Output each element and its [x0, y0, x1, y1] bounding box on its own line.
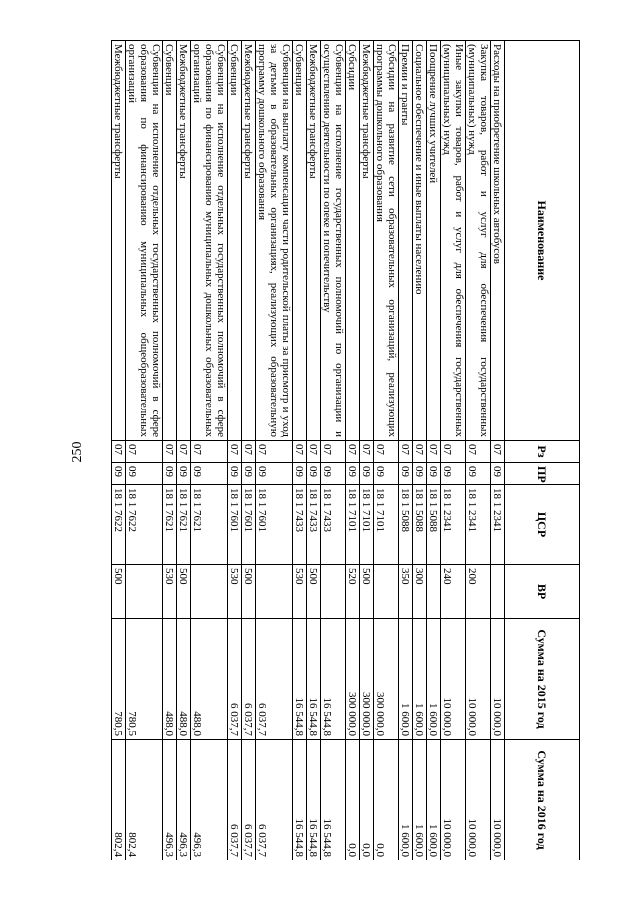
table-row — [307, 41, 321, 861]
row-vr-cell — [191, 565, 228, 619]
row-csr-cell: 18 1 7622 — [126, 485, 163, 565]
row-sum-2016-cell: 6 037,7 — [228, 740, 242, 861]
row-name-cell: Межбюджетные трансферты — [112, 41, 126, 441]
row-vr-cell: 350 — [399, 565, 413, 619]
row-vr-cell: 530 — [163, 565, 177, 619]
row-rz-cell: 07 — [163, 441, 177, 463]
row-sum-2016-cell: 0,0 — [360, 740, 374, 861]
page-number: 250 — [70, 441, 85, 463]
row-csr-cell: 18 1 5088 — [399, 485, 413, 565]
row-name-cell: Субсидии на развитие сети образовательных организаций, реализующих программы дошкольного образования — [374, 41, 399, 441]
row-csr-cell: 18 1 7601 — [228, 485, 242, 565]
row-csr-cell: 18 1 7101 — [374, 485, 399, 565]
row-vr-cell: 500 — [112, 565, 126, 619]
row-csr-cell: 18 1 5088 — [413, 485, 427, 565]
table-body — [112, 41, 505, 861]
row-vr-cell: 240 — [441, 565, 466, 619]
row-pr-cell: 09 — [360, 463, 374, 485]
row-sum-2015-cell: 300 000,0 — [360, 619, 374, 740]
row-sum-2016-cell: 802,4 — [126, 740, 163, 861]
row-sum-2015-cell: 1 600,0 — [399, 619, 413, 740]
row-name-cell: Иные закупки товаров, работ и услуг для обеспечения государственных (муниципальных) нужд — [441, 41, 466, 441]
row-pr-cell: 09 — [413, 463, 427, 485]
row-vr-cell — [427, 565, 441, 619]
row-sum-2016-cell: 496,3 — [191, 740, 228, 861]
row-pr-cell: 09 — [126, 463, 163, 485]
row-sum-2016-cell: 10 000,0 — [466, 740, 491, 861]
row-name-cell: Субвенции — [228, 41, 242, 441]
row-rz-cell: 07 — [126, 441, 163, 463]
row-rz-cell: 07 — [112, 441, 126, 463]
row-name-cell: Межбюджетные трансферты — [307, 41, 321, 441]
row-vr-cell: 500 — [360, 565, 374, 619]
row-name-cell: Расходы на приобретение школьных автобусов — [491, 41, 505, 441]
row-rz-cell: 07 — [177, 441, 191, 463]
row-vr-cell — [256, 565, 293, 619]
row-sum-2016-cell: 802,4 — [112, 740, 126, 861]
row-name-cell: Субвенции на исполнение государственных полномочий по организации и осуществлению деятельности по опеке и попечительству — [321, 41, 346, 441]
row-pr-cell: 09 — [293, 463, 307, 485]
row-vr-cell: 500 — [242, 565, 256, 619]
row-sum-2016-cell: 1 600,0 — [427, 740, 441, 861]
row-sum-2016-cell: 16 544,8 — [321, 740, 346, 861]
row-pr-cell: 09 — [466, 463, 491, 485]
row-pr-cell: 09 — [346, 463, 360, 485]
row-pr-cell: 09 — [191, 463, 228, 485]
row-pr-cell: 09 — [307, 463, 321, 485]
table-header-row — [505, 41, 580, 861]
row-name-cell: Премии и гранты — [399, 41, 413, 441]
row-name-cell: Субвенции — [163, 41, 177, 441]
table-row — [242, 41, 256, 861]
row-csr-cell: 18 1 2341 — [441, 485, 466, 565]
row-vr-cell — [374, 565, 399, 619]
table-row — [346, 41, 360, 861]
header-sum-2016: Сумма на 2016 год — [505, 740, 580, 861]
table-row — [191, 41, 228, 861]
row-sum-2015-cell: 10 000,0 — [491, 619, 505, 740]
row-sum-2015-cell: 6 037,7 — [256, 619, 293, 740]
row-sum-2016-cell: 10 000,0 — [441, 740, 466, 861]
row-rz-cell: 07 — [228, 441, 242, 463]
row-vr-cell — [321, 565, 346, 619]
row-sum-2015-cell: 16 544,8 — [321, 619, 346, 740]
row-pr-cell: 09 — [242, 463, 256, 485]
header-csr: ЦСР — [505, 485, 580, 565]
row-csr-cell: 18 1 7433 — [307, 485, 321, 565]
row-sum-2016-cell: 0,0 — [374, 740, 399, 861]
row-sum-2015-cell: 6 037,7 — [242, 619, 256, 740]
row-pr-cell: 09 — [163, 463, 177, 485]
row-pr-cell: 09 — [112, 463, 126, 485]
row-sum-2015-cell: 1 600,0 — [427, 619, 441, 740]
row-pr-cell: 09 — [374, 463, 399, 485]
row-rz-cell: 07 — [441, 441, 466, 463]
row-vr-cell: 500 — [307, 565, 321, 619]
table-row — [427, 41, 441, 861]
row-sum-2015-cell: 300 000,0 — [374, 619, 399, 740]
row-vr-cell — [126, 565, 163, 619]
row-sum-2015-cell: 10 000,0 — [441, 619, 466, 740]
row-vr-cell: 300 — [413, 565, 427, 619]
row-csr-cell: 18 1 5088 — [427, 485, 441, 565]
row-pr-cell: 09 — [177, 463, 191, 485]
table-row — [491, 41, 505, 861]
row-sum-2016-cell: 16 544,8 — [293, 740, 307, 861]
row-rz-cell: 07 — [491, 441, 505, 463]
row-pr-cell: 09 — [427, 463, 441, 485]
row-sum-2015-cell: 6 037,7 — [228, 619, 242, 740]
table-row — [228, 41, 242, 861]
row-name-cell: Субсидии — [346, 41, 360, 441]
row-name-cell: Субвенции на выплату компенсации части родительской платы за присмотр и уход за детьми в образовательных организациях, реализующих образовательную программу дошкольного образования — [256, 41, 293, 441]
row-sum-2015-cell: 488,0 — [191, 619, 228, 740]
table-row — [360, 41, 374, 861]
row-sum-2015-cell: 16 544,8 — [293, 619, 307, 740]
row-name-cell: Субвенции на исполнение отдельных государственных полномочий в сфере образования по финансированию муниципальных дошкольных образовательных организаций — [191, 41, 228, 441]
row-csr-cell: 18 1 7101 — [346, 485, 360, 565]
row-pr-cell: 09 — [399, 463, 413, 485]
table-row — [413, 41, 427, 861]
header-vr: ВР — [505, 565, 580, 619]
row-sum-2016-cell: 6 037,7 — [242, 740, 256, 861]
row-csr-cell: 18 1 7433 — [293, 485, 307, 565]
table-row — [374, 41, 399, 861]
budget-table-container — [100, 40, 580, 860]
table-row — [163, 41, 177, 861]
row-sum-2016-cell: 0,0 — [346, 740, 360, 861]
row-rz-cell: 07 — [293, 441, 307, 463]
row-csr-cell: 18 1 7621 — [177, 485, 191, 565]
row-sum-2016-cell: 16 544,8 — [307, 740, 321, 861]
table-row — [256, 41, 293, 861]
row-csr-cell: 18 1 7621 — [163, 485, 177, 565]
row-csr-cell: 18 1 7601 — [256, 485, 293, 565]
row-name-cell: Поощрение лучших учителей — [427, 41, 441, 441]
row-rz-cell: 07 — [413, 441, 427, 463]
row-sum-2015-cell: 488,0 — [177, 619, 191, 740]
header-pr: ПР — [505, 463, 580, 485]
row-rz-cell: 07 — [307, 441, 321, 463]
row-name-cell: Субвенции на исполнение отдельных государственных полномочий в сфере образования по финансированию муниципальных общеобразовательных организаций — [126, 41, 163, 441]
table-row — [112, 41, 126, 861]
row-sum-2015-cell: 300 000,0 — [346, 619, 360, 740]
row-rz-cell: 07 — [399, 441, 413, 463]
row-vr-cell: 200 — [466, 565, 491, 619]
budget-table — [111, 40, 580, 860]
row-csr-cell: 18 1 7433 — [321, 485, 346, 565]
table-row — [466, 41, 491, 861]
row-vr-cell — [491, 565, 505, 619]
row-rz-cell: 07 — [374, 441, 399, 463]
row-sum-2015-cell: 10 000,0 — [466, 619, 491, 740]
row-sum-2015-cell: 780,5 — [126, 619, 163, 740]
header-sum-2015: Сумма на 2015 год — [505, 619, 580, 740]
row-rz-cell: 07 — [256, 441, 293, 463]
row-name-cell: Социальное обеспечение и иные выплаты населению — [413, 41, 427, 441]
header-rz: Рз — [505, 441, 580, 463]
row-pr-cell: 09 — [441, 463, 466, 485]
row-name-cell: Межбюджетные трансферты — [177, 41, 191, 441]
row-name-cell: Закупка товаров, работ и услуг для обеспечения государственных (муниципальных) нужд — [466, 41, 491, 441]
row-vr-cell: 500 — [177, 565, 191, 619]
row-name-cell: Межбюджетные трансферты — [360, 41, 374, 441]
row-csr-cell: 18 1 2341 — [491, 485, 505, 565]
row-sum-2016-cell: 10 000,0 — [491, 740, 505, 861]
row-csr-cell: 18 1 7601 — [242, 485, 256, 565]
row-rz-cell: 07 — [360, 441, 374, 463]
row-rz-cell: 07 — [466, 441, 491, 463]
row-sum-2016-cell: 496,3 — [177, 740, 191, 861]
row-pr-cell: 09 — [491, 463, 505, 485]
row-sum-2016-cell: 1 600,0 — [399, 740, 413, 861]
row-vr-cell: 530 — [228, 565, 242, 619]
table-row — [441, 41, 466, 861]
row-rz-cell: 07 — [242, 441, 256, 463]
row-name-cell: Межбюджетные трансферты — [242, 41, 256, 441]
row-rz-cell: 07 — [321, 441, 346, 463]
header-name: Наименование — [505, 41, 580, 441]
row-vr-cell: 530 — [293, 565, 307, 619]
row-vr-cell: 520 — [346, 565, 360, 619]
table-row — [399, 41, 413, 861]
row-sum-2016-cell: 6 037,7 — [256, 740, 293, 861]
row-csr-cell: 18 1 2341 — [466, 485, 491, 565]
row-csr-cell: 18 1 7101 — [360, 485, 374, 565]
row-csr-cell: 18 1 7622 — [112, 485, 126, 565]
row-name-cell: Субвенции — [293, 41, 307, 441]
table-row — [293, 41, 307, 861]
row-rz-cell: 07 — [346, 441, 360, 463]
table-row — [126, 41, 163, 861]
row-rz-cell: 07 — [427, 441, 441, 463]
row-rz-cell: 07 — [191, 441, 228, 463]
row-pr-cell: 09 — [321, 463, 346, 485]
row-pr-cell: 09 — [228, 463, 242, 485]
row-sum-2016-cell: 1 600,0 — [413, 740, 427, 861]
row-csr-cell: 18 1 7621 — [191, 485, 228, 565]
table-row — [321, 41, 346, 861]
row-sum-2015-cell: 780,5 — [112, 619, 126, 740]
row-sum-2015-cell: 16 544,8 — [307, 619, 321, 740]
row-pr-cell: 09 — [256, 463, 293, 485]
row-sum-2016-cell: 496,3 — [163, 740, 177, 861]
table-row — [177, 41, 191, 861]
row-sum-2015-cell: 1 600,0 — [413, 619, 427, 740]
row-sum-2015-cell: 488,0 — [163, 619, 177, 740]
